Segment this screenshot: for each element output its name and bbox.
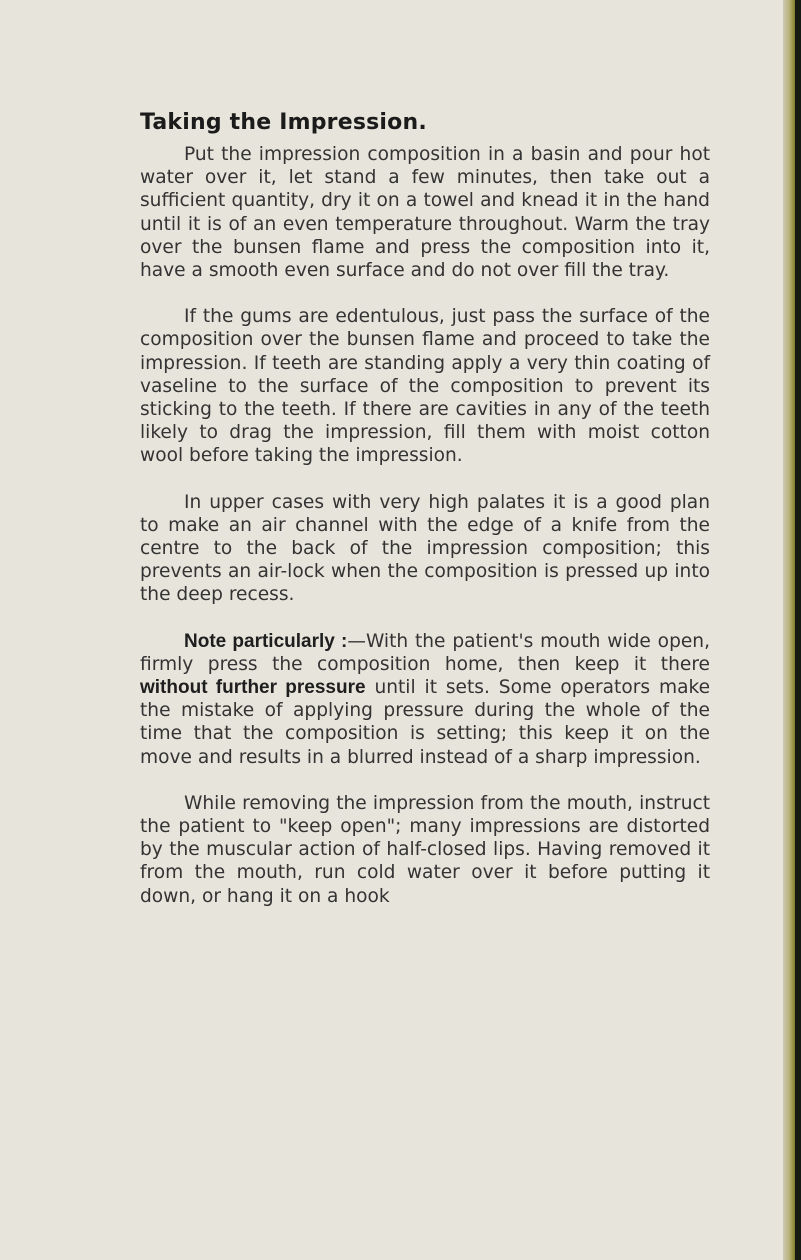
page-content [140, 110, 710, 931]
note-text-b: until it sets. Some operators make the mistake of applying pressure during the whole of the time that the composition is setting; this keep it on the move and results in a blurred instead of a sharp impression. [140, 677, 711, 768]
note-emphasis: without further pressure [140, 677, 366, 699]
paragraph-5: While removing the impression from the mouth, instruct the patient to "keep open"; many impressions are distorted by the muscular action of half-closed lips. Having removed it from the mouth, run cold water over it before putting it down, or hang it on a hook [140, 792, 710, 907]
note-label: Note particularly : [184, 630, 348, 652]
paragraph-4 [140, 630, 710, 769]
paragraph-3: In upper cases with very high palates it is a good plan to make an air channel with the edge of a knife from the centre to the back of the impression composition; this prevents an air-lock when the composition is pressed up into the deep recess. [140, 491, 710, 606]
note-text-a: —With the patient's mouth wide open, firmly press the composition home, then keep it there [140, 630, 710, 675]
paragraph-2: If the gums are edentulous, just pass the surface of the composition over the bunsen flame and proceed to take the impression. If teeth are standing apply a very thin coating of vaseline to the surface of the composition to prevent its sticking to the teeth. If there are cavities in any of the teeth likely to drag the impression, fill them with moist cotton wool before taking the impression. [140, 306, 710, 467]
section-heading: Taking the Impression. [140, 110, 427, 135]
paragraph-1: Put the impression composition in a basin and pour hot water over it, let stand a few minutes, then take out a sufficient quantity, dry it on a towel and knead it in the hand until it is of an even temperature throughout. Warm the tray over the bunsen flame and press the composition into it, have a smooth even surface and do not over fill the tray. [140, 144, 710, 282]
page-edge-shadow [795, 0, 801, 1260]
